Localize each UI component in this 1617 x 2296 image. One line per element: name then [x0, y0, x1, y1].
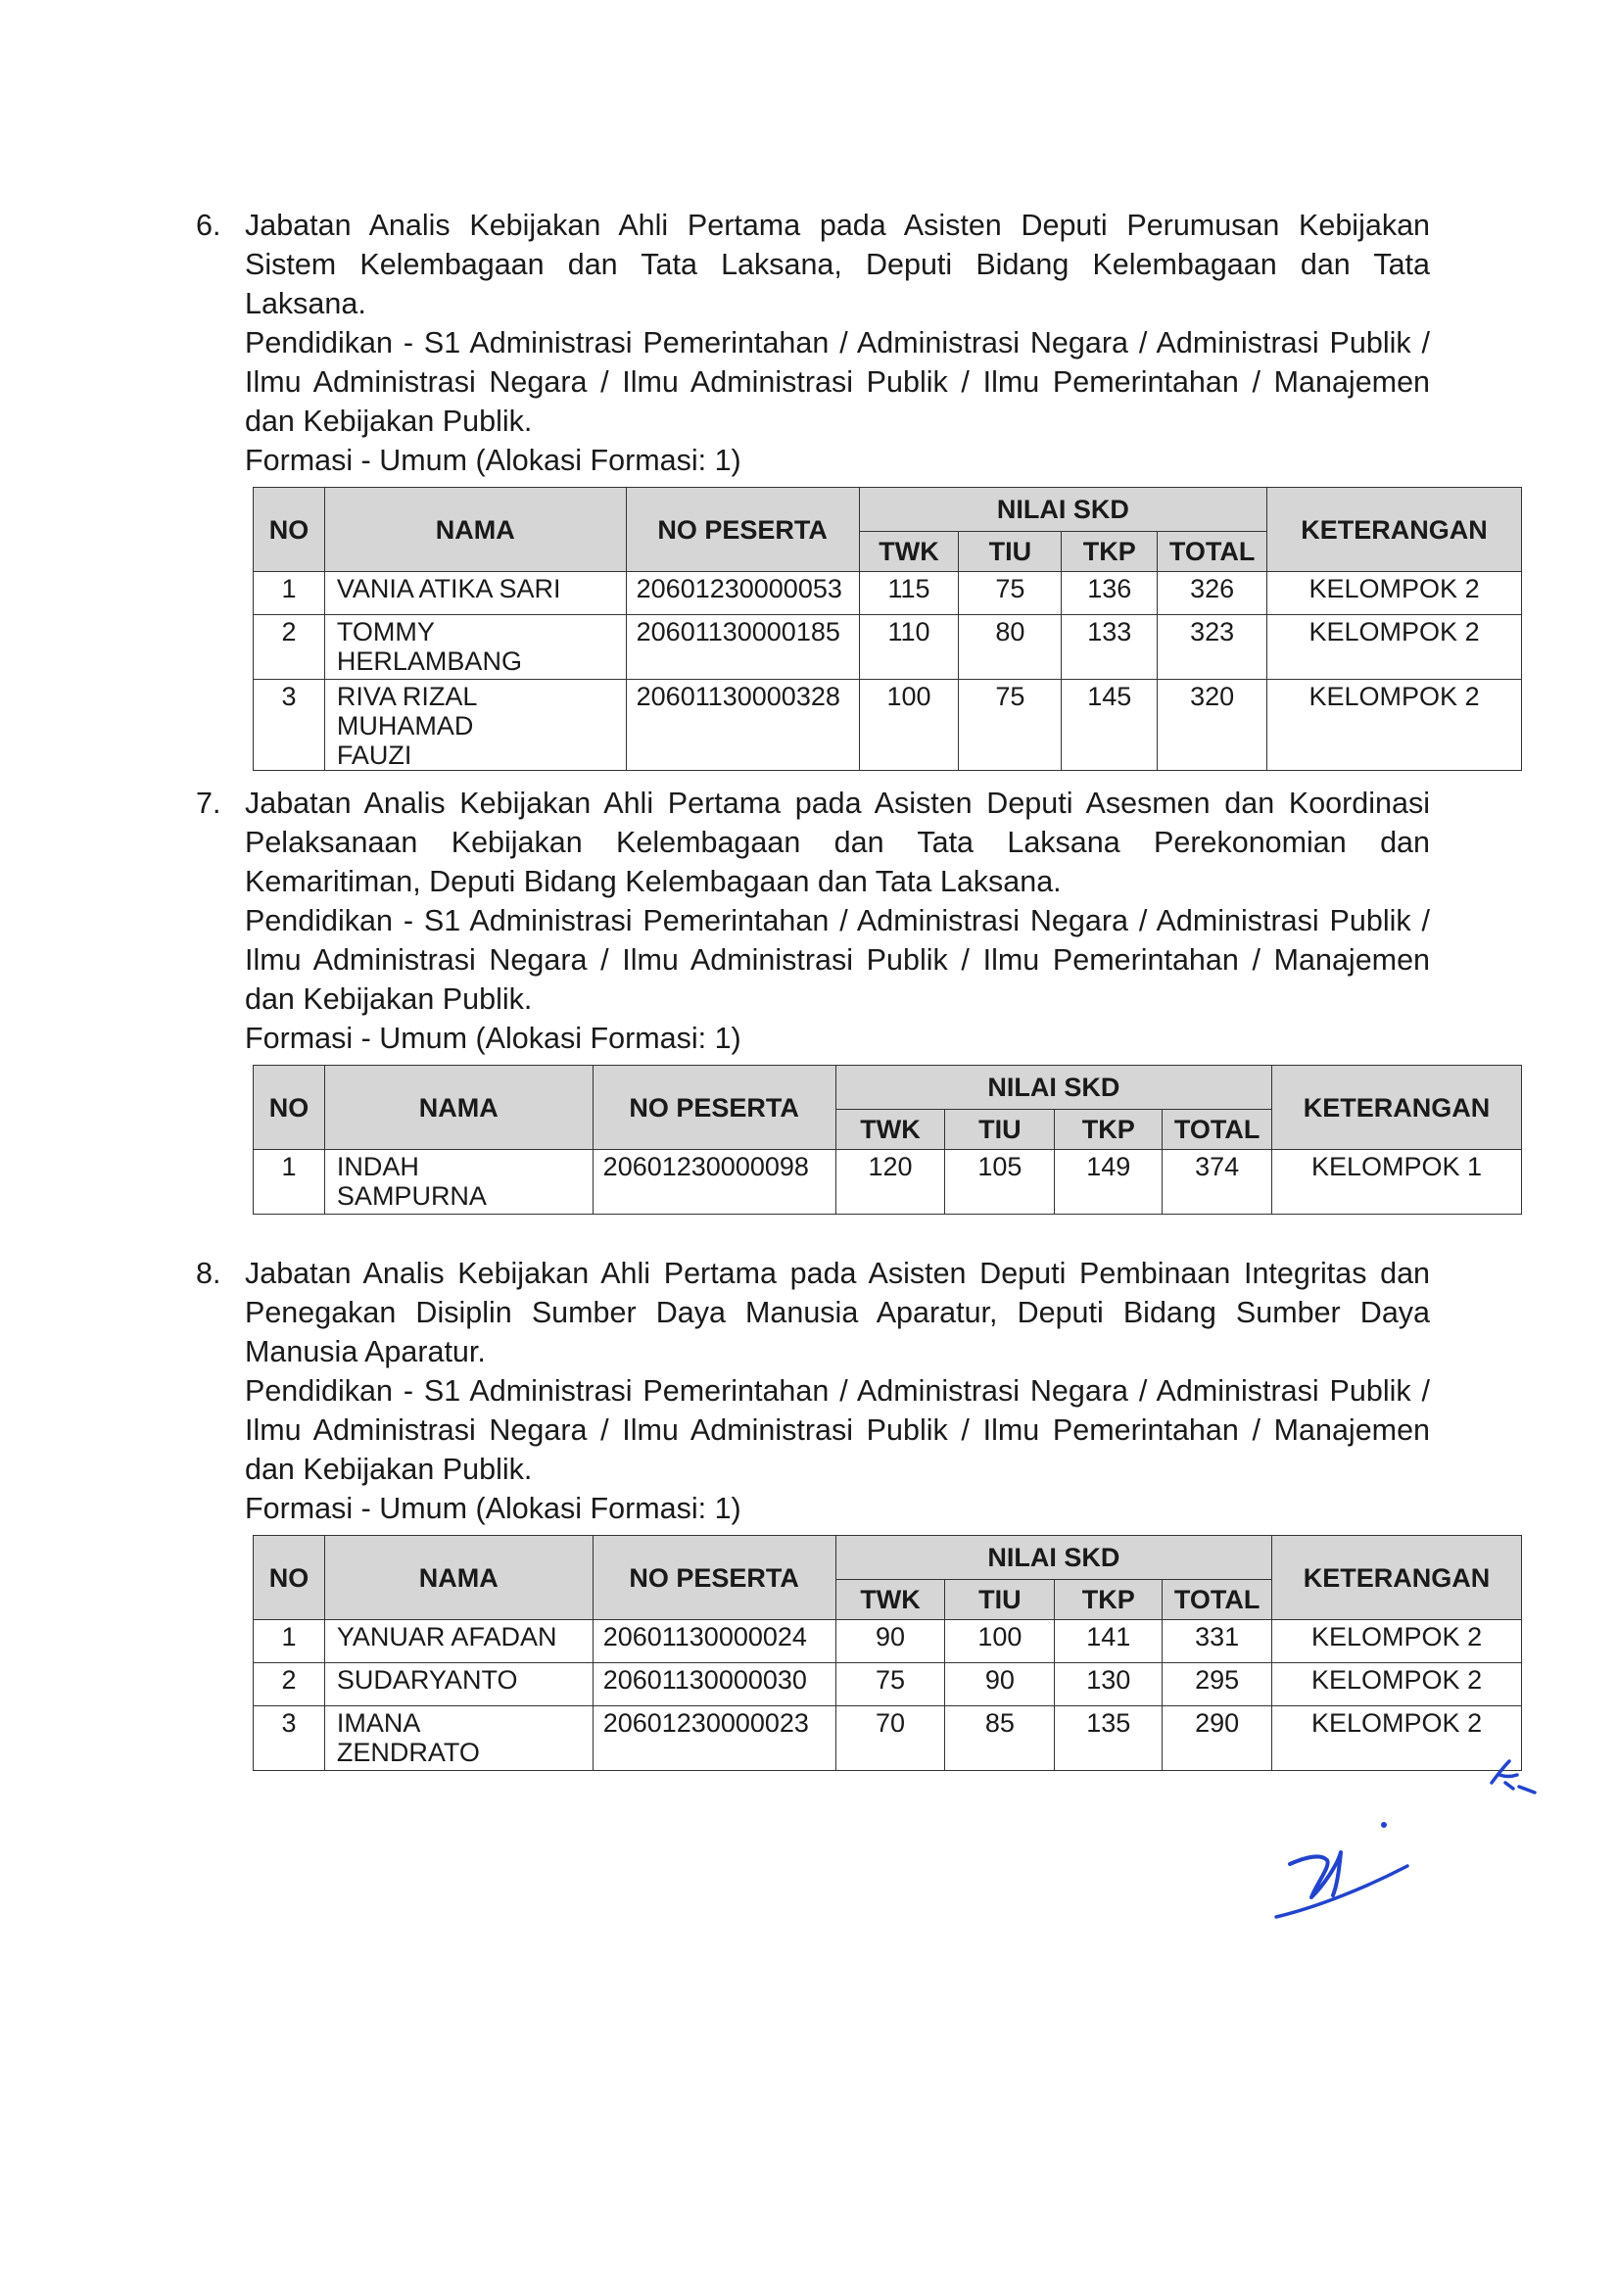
cell-no: 3 — [254, 680, 325, 771]
cell-tkp: 133 — [1062, 615, 1158, 680]
cell-nama-text: INDAH SAMPURNA — [336, 1152, 487, 1211]
header-total: TOTAL — [1163, 1580, 1272, 1620]
header-twk: TWK — [835, 1580, 945, 1620]
header-no-peserta: NO PESERTA — [593, 1536, 835, 1620]
section-7-title-line-3: Kemaritiman, Deputi Bidang Kelembagaan dan Tata Laksana. — [245, 865, 1062, 898]
cell-tiu: 90 — [945, 1663, 1055, 1706]
cell-total: 326 — [1158, 572, 1267, 615]
header-nilai-skd: NILAI SKD — [835, 1536, 1271, 1580]
cell-tiu: 80 — [959, 615, 1062, 680]
header-tiu: TIU — [959, 532, 1062, 572]
header-tkp: TKP — [1055, 1580, 1163, 1620]
header-keterangan: KETERANGAN — [1267, 488, 1522, 572]
table-row — [254, 1706, 1522, 1771]
cell-no-peserta: 20601230000098 — [593, 1150, 835, 1215]
section-8-number: 8. — [196, 1257, 221, 1290]
header-twk: TWK — [835, 1110, 945, 1150]
header-nama: NAMA — [324, 1066, 593, 1150]
cell-twk: 75 — [835, 1663, 945, 1706]
header-tkp: TKP — [1062, 532, 1158, 572]
cell-nama — [324, 615, 626, 680]
cell-tkp: 136 — [1062, 572, 1158, 615]
section-8-title-line-2: Penegakan Disiplin Sumber Daya Manusia Aparatur, Deputi Bidang Sumber Daya — [245, 1296, 1430, 1329]
header-total: TOTAL — [1158, 532, 1267, 572]
cell-total: 290 — [1163, 1706, 1272, 1771]
table-row — [254, 1663, 1522, 1706]
header-no-peserta: NO PESERTA — [593, 1066, 835, 1150]
cell-tkp: 130 — [1055, 1663, 1163, 1706]
cell-twk: 110 — [859, 615, 959, 680]
section-6-title-line-2: Sistem Kelembagaan dan Tata Laksana, Deputi Bidang Kelembagaan dan Tata — [245, 248, 1430, 281]
cell-twk: 70 — [835, 1706, 945, 1771]
section-8 — [196, 1254, 1518, 1528]
section-6-education-line-1: Pendidikan - S1 Administrasi Pemerintahan / Administrasi Negara / Administrasi Publik / — [245, 326, 1430, 359]
cell-nama: YANUAR AFADAN — [324, 1620, 593, 1663]
cell-tiu: 75 — [959, 572, 1062, 615]
section-8-paragraph — [196, 1254, 1430, 1528]
header-twk: TWK — [859, 532, 959, 572]
section-6-paragraph — [196, 206, 1430, 480]
cell-nama — [324, 1706, 593, 1771]
section-7-table — [253, 1065, 1522, 1215]
cell-tkp: 149 — [1055, 1150, 1163, 1215]
section-8-title-line-3: Manusia Aparatur. — [245, 1335, 486, 1368]
cell-nama-text: TOMMY HERLAMBANG — [336, 617, 522, 676]
cell-no-peserta: 20601130000185 — [626, 615, 859, 680]
section-8-education-line-2: Ilmu Administrasi Negara / Ilmu Administrasi Publik / Ilmu Pemerintahan / Manajemen — [245, 1413, 1430, 1447]
section-6 — [196, 206, 1518, 480]
section-7-education-line-2: Ilmu Administrasi Negara / Ilmu Administrasi Publik / Ilmu Pemerintahan / Manajemen — [245, 943, 1430, 977]
cell-twk: 120 — [835, 1150, 945, 1215]
header-no-peserta: NO PESERTA — [626, 488, 859, 572]
table-row — [254, 572, 1522, 615]
header-nilai-skd: NILAI SKD — [835, 1066, 1272, 1110]
cell-tiu: 105 — [945, 1150, 1055, 1215]
header-nilai-skd: NILAI SKD — [859, 488, 1267, 532]
section-8-title-line-1: Jabatan Analis Kebijakan Ahli Pertama pada Asisten Deputi Pembinaan Integritas dan — [245, 1257, 1430, 1290]
cell-keterangan: KELOMPOK 2 — [1267, 680, 1522, 771]
cell-total: 331 — [1163, 1620, 1272, 1663]
header-tiu: TIU — [945, 1110, 1055, 1150]
section-7-formasi: Formasi - Umum (Alokasi Formasi: 1) — [245, 1022, 741, 1055]
cell-nama: VANIA ATIKA SARI — [324, 572, 626, 615]
cell-keterangan: KELOMPOK 1 — [1272, 1150, 1522, 1215]
section-6-title-line-3: Laksana. — [245, 287, 366, 320]
cell-tkp: 135 — [1055, 1706, 1163, 1771]
table-row — [254, 680, 1522, 771]
section-8-table — [253, 1535, 1522, 1771]
paraf-initial-mark — [1484, 1753, 1543, 1802]
cell-no: 1 — [254, 572, 325, 615]
cell-tkp: 145 — [1062, 680, 1158, 771]
section-7-education-line-1: Pendidikan - S1 Administrasi Pemerintahan / Administrasi Negara / Administrasi Publik / — [245, 904, 1430, 937]
cell-nama-text: IMANA ZENDRATO — [336, 1708, 480, 1767]
signature-mark — [1268, 1817, 1425, 1925]
section-6-table — [253, 487, 1522, 771]
cell-keterangan: KELOMPOK 2 — [1272, 1620, 1522, 1663]
header-no: NO — [254, 1536, 325, 1620]
header-total: TOTAL — [1163, 1110, 1272, 1150]
section-7-title-line-1: Jabatan Analis Kebijakan Ahli Pertama pada Asisten Deputi Asesmen dan Koordinasi — [245, 787, 1430, 820]
cell-no-peserta: 20601230000023 — [593, 1706, 835, 1771]
section-6-number: 6. — [196, 209, 221, 242]
header-nama: NAMA — [324, 488, 626, 572]
cell-tiu: 85 — [945, 1706, 1055, 1771]
header-tkp: TKP — [1055, 1110, 1163, 1150]
cell-nama-text: RIVA RIZAL MUHAMAD FAUZI — [336, 682, 477, 770]
table-row — [254, 1620, 1522, 1663]
cell-no: 2 — [254, 615, 325, 680]
cell-nama: SUDARYANTO — [324, 1663, 593, 1706]
table-row — [254, 1150, 1522, 1215]
cell-keterangan: KELOMPOK 2 — [1267, 615, 1522, 680]
section-7-number: 7. — [196, 787, 221, 820]
cell-tiu: 75 — [959, 680, 1062, 771]
cell-total: 374 — [1163, 1150, 1272, 1215]
section-8-education-line-3: dan Kebijakan Publik. — [245, 1453, 533, 1486]
header-nama: NAMA — [324, 1536, 593, 1620]
section-7-title-line-2: Pelaksanaan Kebijakan Kelembagaan dan Tata Laksana Perekonomian dan — [245, 826, 1430, 859]
header-no: NO — [254, 1066, 325, 1150]
header-keterangan: KETERANGAN — [1272, 1536, 1522, 1620]
cell-no: 1 — [254, 1620, 325, 1663]
cell-nama — [324, 680, 626, 771]
cell-total: 320 — [1158, 680, 1267, 771]
cell-total: 295 — [1163, 1663, 1272, 1706]
section-6-title-line-1: Jabatan Analis Kebijakan Ahli Pertama pada Asisten Deputi Perumusan Kebijakan — [245, 209, 1430, 242]
section-7 — [196, 784, 1518, 1058]
cell-no: 3 — [254, 1706, 325, 1771]
cell-keterangan: KELOMPOK 2 — [1267, 572, 1522, 615]
cell-twk: 115 — [859, 572, 959, 615]
cell-no: 2 — [254, 1663, 325, 1706]
section-6-education-line-3: dan Kebijakan Publik. — [245, 405, 533, 438]
cell-no-peserta: 20601130000024 — [593, 1620, 835, 1663]
section-6-formasi: Formasi - Umum (Alokasi Formasi: 1) — [245, 444, 741, 477]
header-no: NO — [254, 488, 325, 572]
cell-no-peserta: 20601130000328 — [626, 680, 859, 771]
table-row — [254, 615, 1522, 680]
section-7-education-line-3: dan Kebijakan Publik. — [245, 982, 533, 1016]
cell-twk: 100 — [859, 680, 959, 771]
cell-nama — [324, 1150, 593, 1215]
section-6-education-line-2: Ilmu Administrasi Negara / Ilmu Administrasi Publik / Ilmu Pemerintahan / Manajemen — [245, 365, 1430, 399]
section-7-paragraph — [196, 784, 1430, 1058]
cell-tkp: 141 — [1055, 1620, 1163, 1663]
cell-total: 323 — [1158, 615, 1267, 680]
section-8-formasi: Formasi - Umum (Alokasi Formasi: 1) — [245, 1492, 741, 1525]
cell-no-peserta: 20601230000053 — [626, 572, 859, 615]
cell-no-peserta: 20601130000030 — [593, 1663, 835, 1706]
header-tiu: TIU — [945, 1580, 1055, 1620]
cell-twk: 90 — [835, 1620, 945, 1663]
section-8-education-line-1: Pendidikan - S1 Administrasi Pemerintahan / Administrasi Negara / Administrasi Publik / — [245, 1374, 1430, 1408]
cell-keterangan: KELOMPOK 2 — [1272, 1663, 1522, 1706]
cell-no: 1 — [254, 1150, 325, 1215]
cell-keterangan: KELOMPOK 2 — [1272, 1706, 1522, 1771]
cell-tiu: 100 — [945, 1620, 1055, 1663]
header-keterangan: KETERANGAN — [1272, 1066, 1522, 1150]
